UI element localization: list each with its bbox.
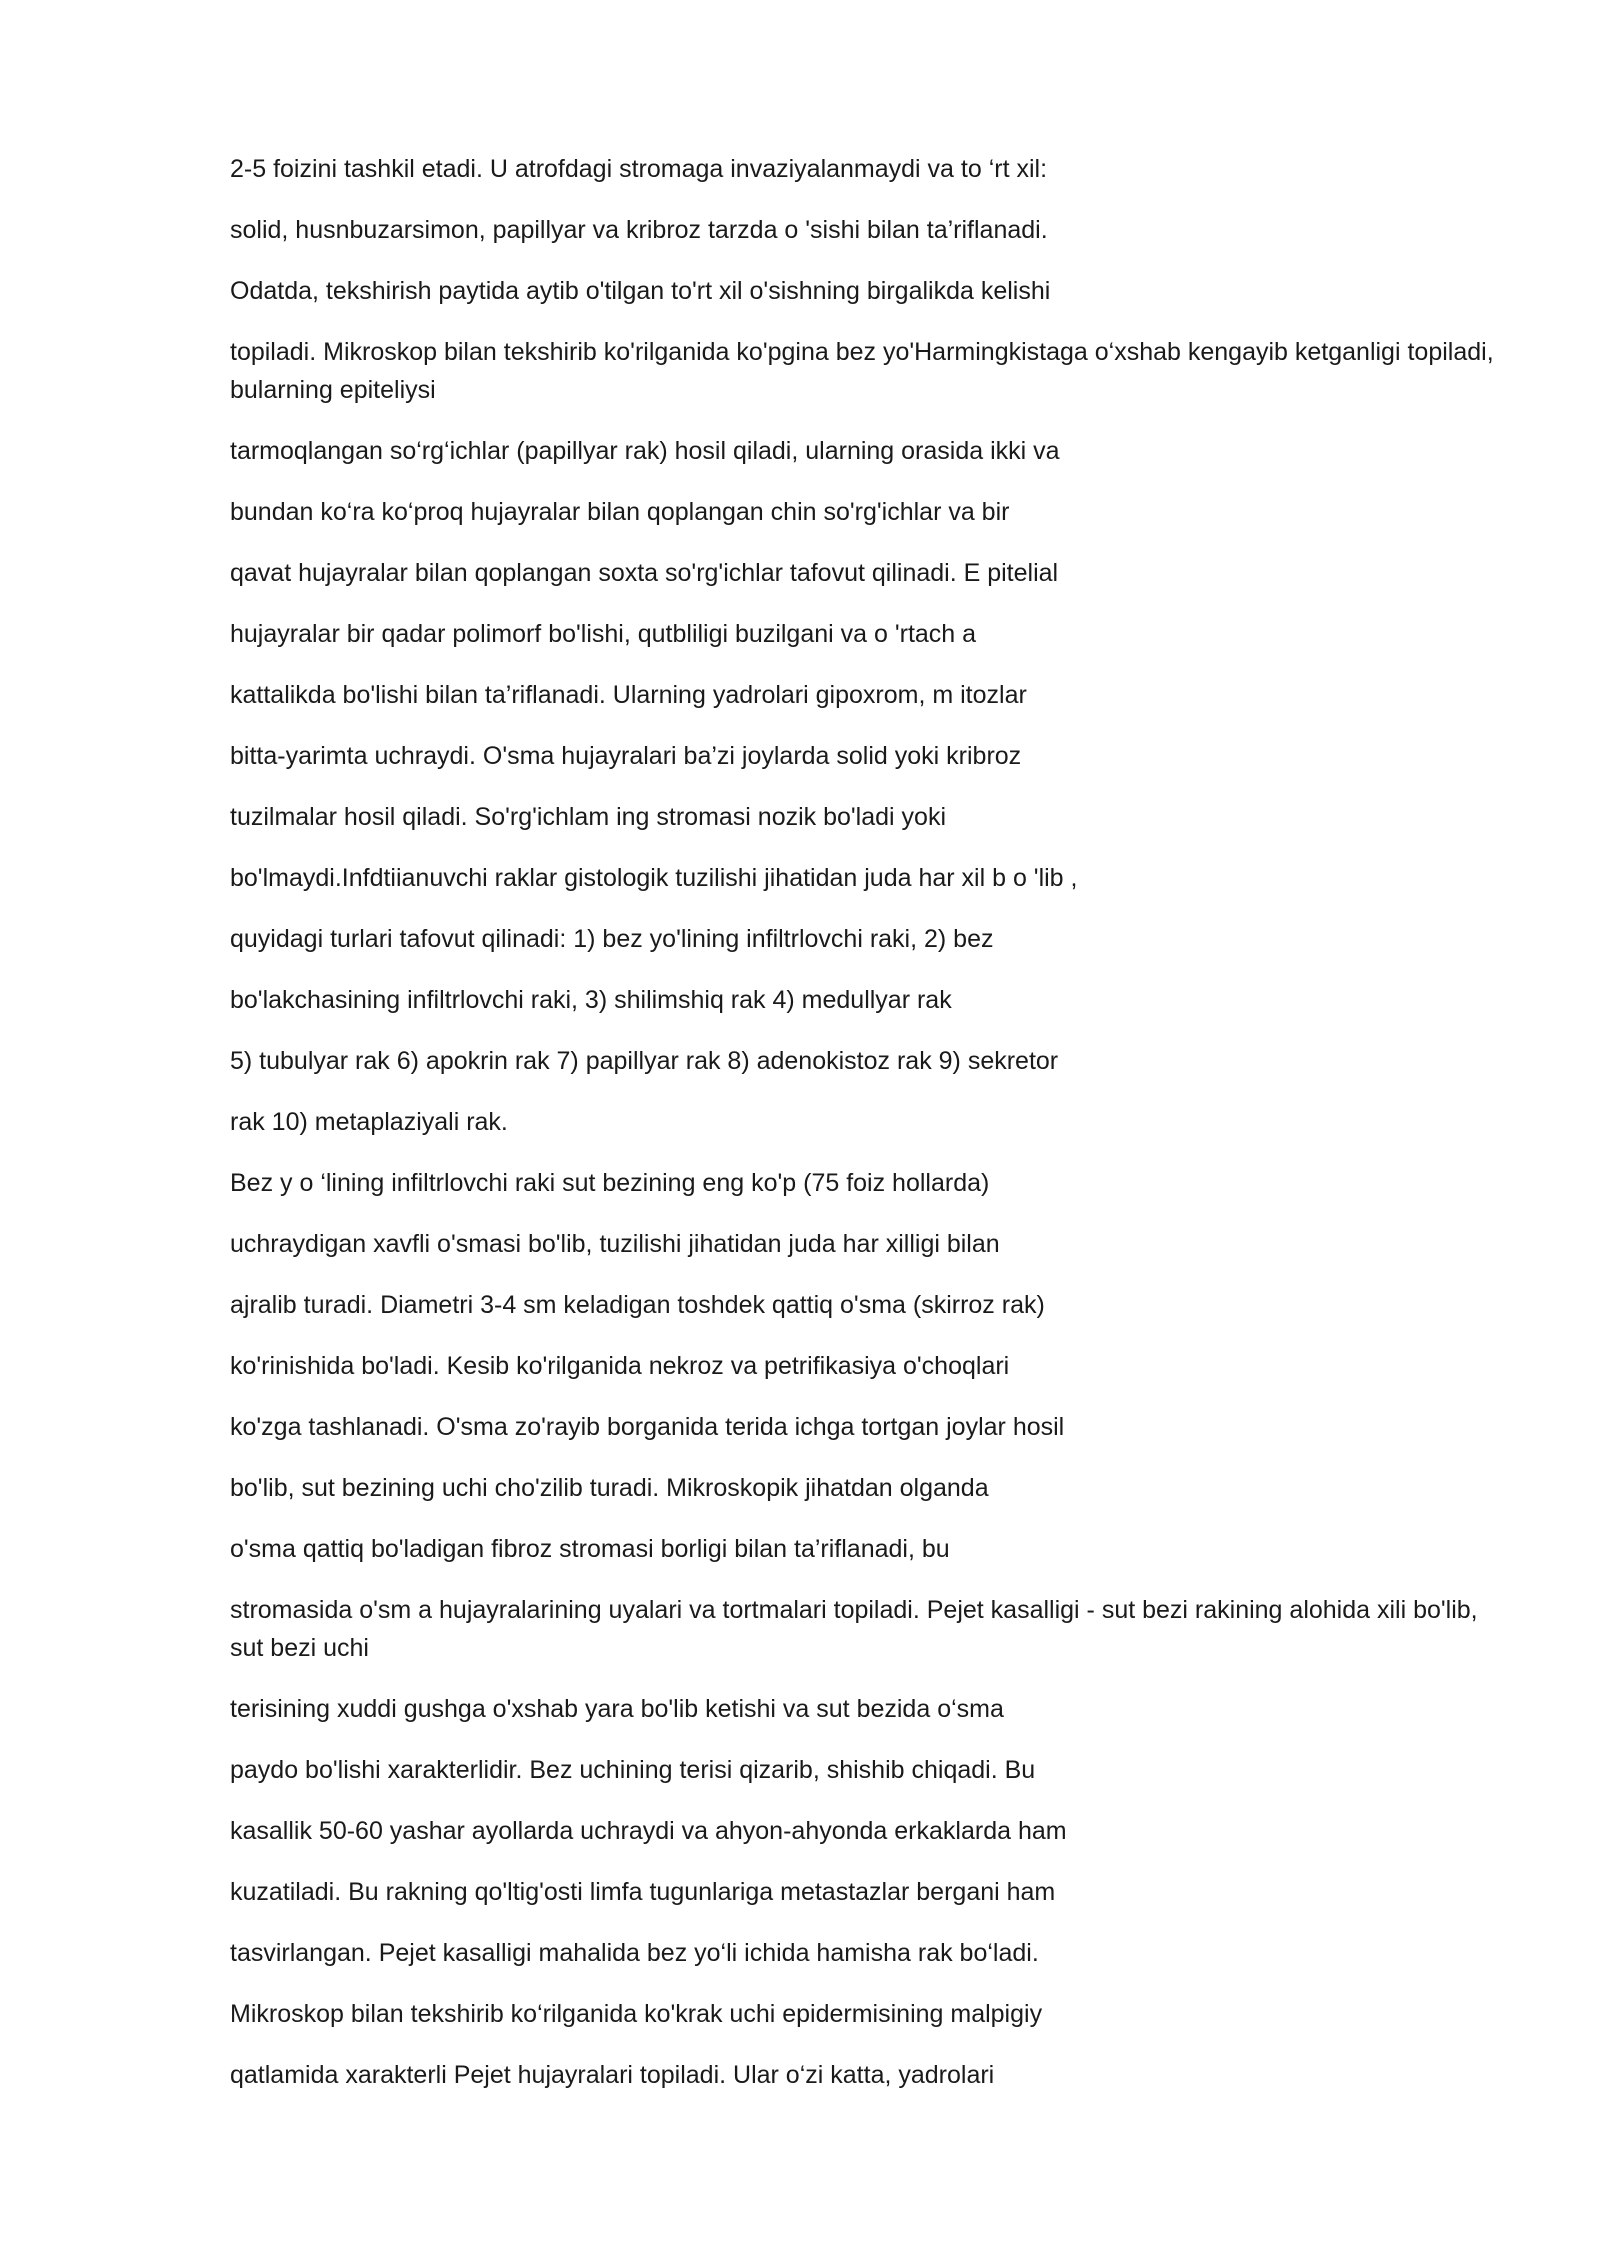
text-line: tarmoqlangan so‘rg‘ichlar (papillyar rak) hosil qiladi, ularning orasida ikki va bbox=[230, 437, 1060, 465]
text-line: bo'lakchasining infiltrlovchi raki, 3) shilimshiq rak 4) medullyar rak bbox=[230, 986, 952, 1014]
text-line: bo'lib, sut bezining uchi cho'zilib turadi. Mikroskopik jihatdan olganda bbox=[230, 1474, 989, 1502]
text-line: uchraydigan xavfli o'smasi bo'lib, tuzilishi jihatidan juda har xilligi bilan bbox=[230, 1230, 1000, 1258]
text-line: topiladi. Mikroskop bilan tekshirib ko'rilganida ko'pgina bez yo'Harmingkistaga o‘xshab kengayib ketganligi topiladi, bularning epiteliysi bbox=[230, 338, 1494, 404]
text-line: Mikroskop bilan tekshirib ko‘rilganida ko'krak uchi epidermisining malpigiy bbox=[230, 2000, 1043, 2028]
text-line: ajralib turadi. Diametri 3-4 sm keladigan toshdek qattiq o'sma (skirroz rak) bbox=[230, 1291, 1045, 1319]
text-line: stromasida o'sm a hujayralarining uyalari va tortmalari topiladi. Pejet kasalligi - sut bezi rakining alohida xili bo'lib, sut bezi uchi bbox=[230, 1596, 1478, 1662]
text-line: bo'lmaydi.Infdtiianuvchi raklar gistologik tuzilishi jihatidan juda har xil b o 'lib , bbox=[230, 864, 1078, 892]
text-line: bitta-yarimta uchraydi. O'sma hujayralari ba’zi joylarda solid yoki kribroz bbox=[230, 742, 1022, 770]
text-line: bundan ko‘ra ko‘proq hujayralar bilan qoplangan chin so'rg'ichlar va bir bbox=[230, 498, 1010, 526]
text-line: qavat hujayralar bilan qoplangan soxta so'rg'ichlar tafovut qilinadi. E pitelial bbox=[230, 559, 1059, 587]
text-line: tuzilmalar hosil qiladi. So'rg'ichlam ing stromasi nozik bo'ladi yoki bbox=[230, 803, 947, 831]
text-line: paydo bo'lishi xarakterlidir. Bez uchining terisi qizarib, shishib chiqadi. Bu bbox=[230, 1756, 1036, 1784]
body-text bbox=[230, 150, 1510, 2117]
text-line: solid, husnbuzarsimon, papillyar va kribroz tarzda o 'sishi bilan ta’riflanadi. bbox=[230, 216, 1048, 244]
text-line: rak 10) metaplaziyali rak. bbox=[230, 1108, 508, 1136]
text-line: kattalikda bo'lishi bilan ta’riflanadi. Ularning yadrolari gipoxrom, m itozlar bbox=[230, 681, 1027, 709]
text-line: 5) tubulyar rak 6) apokrin rak 7) papillyar rak 8) adenokistoz rak 9) sekretor bbox=[230, 1047, 1059, 1075]
text-line: 2-5 foizini tashkil etadi. U atrofdagi stromaga invaziyalanmaydi va to ‘rt xil: bbox=[230, 155, 1048, 183]
text-line: Odatda, tekshirish paytida aytib o'tilgan to'rt xil o'sishning birgalikda kelishi bbox=[230, 277, 1051, 305]
text-line: quyidagi turlari tafovut qilinadi: 1) bez yo'lining infiltrlovchi raki, 2) bez bbox=[230, 925, 994, 953]
text-line: tasvirlangan. Pejet kasalligi mahalida bez yo‘li ichida hamisha rak bo‘ladi. bbox=[230, 1939, 1039, 1967]
text-line: qatlamida xarakterli Pejet hujayralari topiladi. Ular o‘zi katta, yadrolari bbox=[230, 2061, 995, 2089]
text-line: kuzatiladi. Bu rakning qo'ltig'osti limfa tugunlariga metastazlar bergani ham bbox=[230, 1878, 1056, 1906]
text-line: Bez y o ‘lining infiltrlovchi raki sut bezining eng ko'p (75 foiz hollarda) bbox=[230, 1169, 990, 1197]
text-line: o'sma qattiq bo'ladigan fibroz stromasi borligi bilan ta’riflanadi, bu bbox=[230, 1535, 950, 1563]
text-line: kasallik 50-60 yashar ayollarda uchraydi va ahyon-ahyonda erkaklarda ham bbox=[230, 1817, 1067, 1845]
text-line: ko'rinishida bo'ladi. Kesib ko'rilganida nekroz va petrifikasiya o'choqlari bbox=[230, 1352, 1010, 1380]
text-line: terisining xuddi gushga o'xshab yara bo'lib ketishi va sut bezida o‘sma bbox=[230, 1695, 1004, 1723]
text-line: hujayralar bir qadar polimorf bo'lishi, qutbliligi buzilgani va o 'rtach a bbox=[230, 620, 977, 648]
text-line: ko'zga tashlanadi. O'sma zo'rayib borganida terida ichga tortgan joylar hosil bbox=[230, 1413, 1065, 1441]
